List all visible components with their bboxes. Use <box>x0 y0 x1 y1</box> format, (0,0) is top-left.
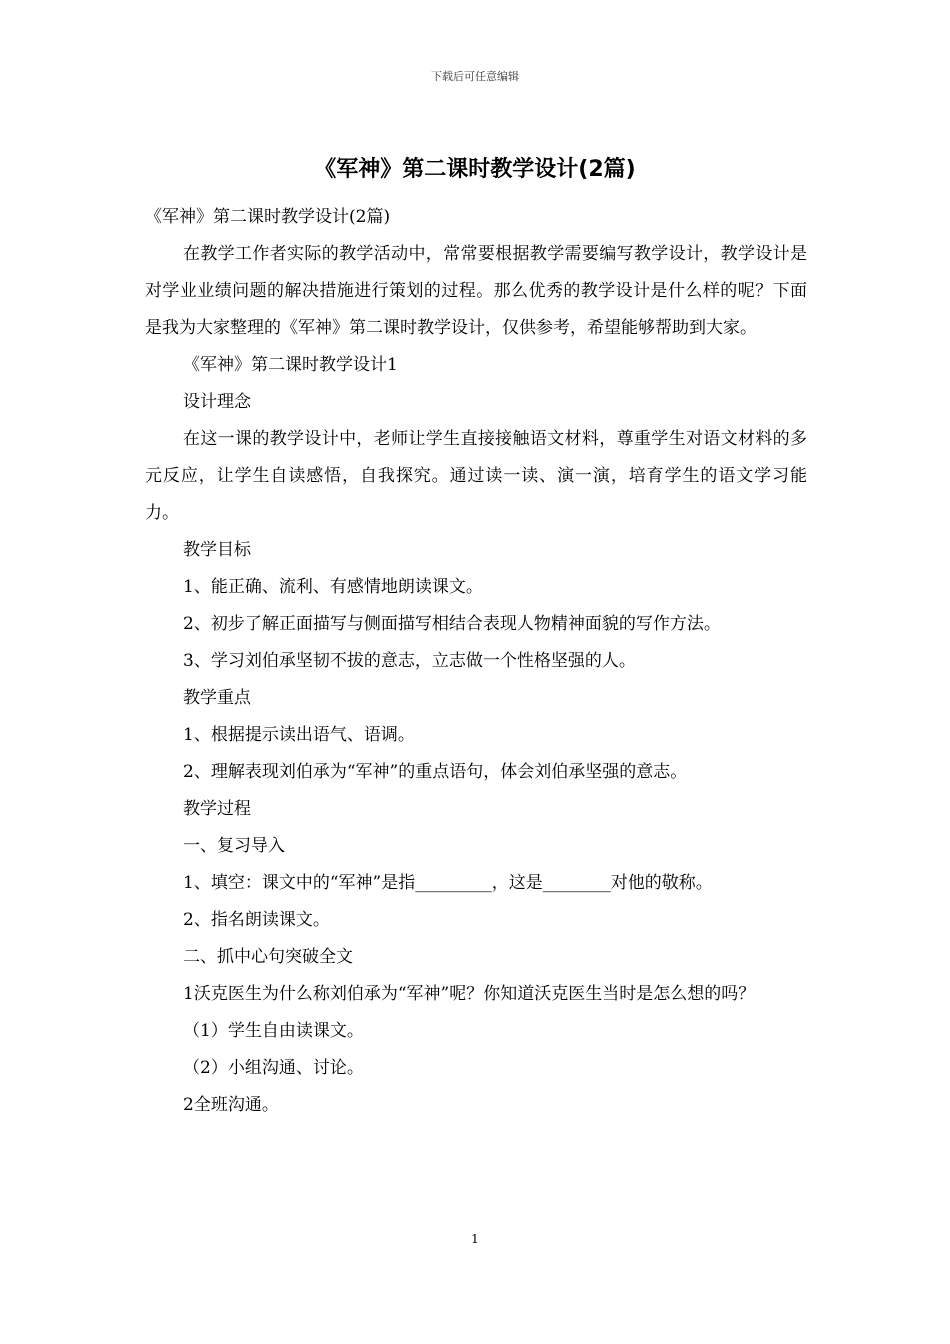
process-step-review: 一、复习导入 <box>183 836 285 856</box>
design-concept-paragraph: 在这一课的教学设计中，老师让学生直接接触语文材料，尊重学生对语文材料的多元反应，让学生自读感悟，自我探究。通过读一读、演一演，培育学生的语文学习能力。 <box>145 429 807 523</box>
section-heading-design-1: 《军神》第二课时教学设计1 <box>183 355 398 375</box>
activity-item-2: （2）小组沟通、讨论。 <box>183 1058 364 1078</box>
intro-paragraph: 在教学工作者实际的教学活动中，常常要根据教学需要编写教学设计，教学设计是对学业业绩问题的解决措施进行策划的过程。那么优秀的教学设计是什么样的呢？下面是我为大家整理的《军神》第二课时教学设计，仅供参考，希望能够帮助到大家。 <box>145 244 807 338</box>
class-communication: 2全班沟通。 <box>183 1095 279 1115</box>
goal-item-3: 3、学习刘伯承坚韧不拔的意志，立志做一个性格坚强的人。 <box>183 651 636 671</box>
document-title: 《军神》第二课时教学设计(2篇) <box>314 157 636 182</box>
document-body <box>145 199 807 1124</box>
heading-design-concept: 设计理念 <box>183 392 251 412</box>
review-item-2: 2、指名朗读课文。 <box>183 910 330 930</box>
activity-item-1: （1）学生自由读课文。 <box>183 1021 364 1041</box>
heading-teaching-process: 教学过程 <box>183 799 251 819</box>
process-step-central-sentence: 二、抓中心句突破全文 <box>183 947 353 967</box>
focus-item-2: 2、理解表现刘伯承为“军神”的重点语句，体会刘伯承坚强的意志。 <box>183 762 688 782</box>
heading-teaching-goals: 教学目标 <box>183 540 251 560</box>
goal-item-2: 2、初步了解正面描写与侧面描写相结合表现人物精神面貌的写作方法。 <box>183 614 721 634</box>
central-sentence-question: 1沃克医生为什么称刘伯承为“军神”呢？你知道沃克医生当时是怎么想的吗？ <box>183 984 756 1004</box>
heading-teaching-focus: 教学重点 <box>183 688 251 708</box>
page-header: 下载后可任意编辑 <box>431 70 519 83</box>
goal-item-1: 1、能正确、流利、有感情地朗读课文。 <box>183 577 483 597</box>
review-item-1: 1、填空：课文中的“军神”是指_________，这是________对他的敬称。 <box>183 873 713 893</box>
page-number: 1 <box>471 1232 479 1246</box>
subtitle-line: 《军神》第二课时教学设计(2篇) <box>145 207 391 227</box>
focus-item-1: 1、根据提示读出语气、语调。 <box>183 725 415 745</box>
